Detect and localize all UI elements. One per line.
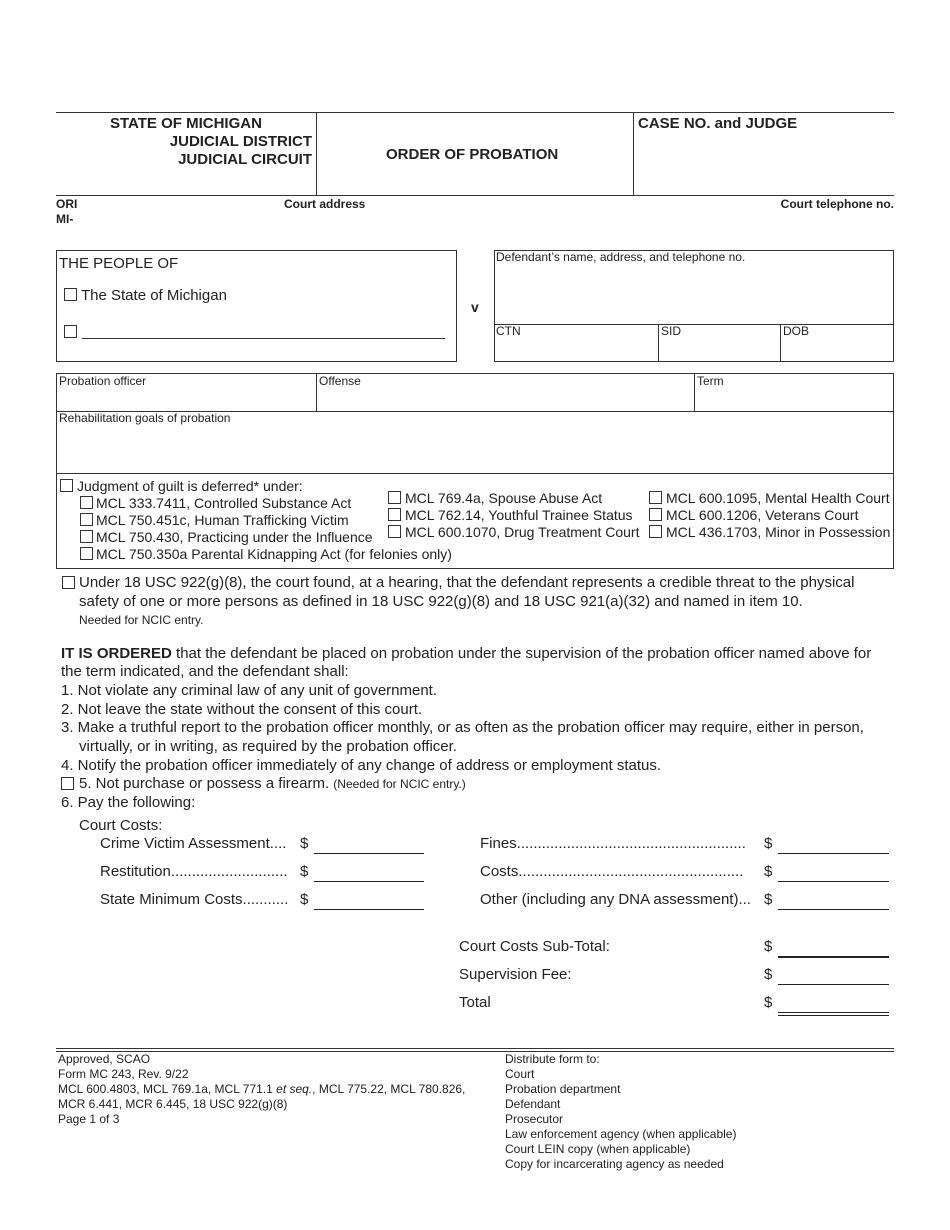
state-minimum-costs-label: State Minimum Costs........... [100, 891, 289, 908]
deferred-option-checkbox[interactable] [80, 530, 93, 543]
order-item-5 [79, 775, 466, 792]
distribute-item: Court [505, 1067, 535, 1081]
restitution-label: Restitution............................ [100, 863, 288, 880]
currency-symbol: $ [764, 835, 773, 852]
deferred-option-checkbox[interactable] [649, 508, 662, 521]
ori-label: ORI [56, 197, 78, 211]
page-number: Page 1 of 3 [58, 1112, 120, 1126]
ctn-label: CTN [496, 324, 521, 338]
order-item-3-cont: virtually, or in writing, as required by the probation officer. [79, 738, 457, 755]
form-title: ORDER OF PROBATION [386, 146, 559, 163]
offense-label: Offense [319, 374, 361, 388]
deferred-judgment-label: Judgment of guilt is deferred* under: [77, 478, 303, 494]
supervision-fee-label: Supervision Fee: [459, 966, 572, 983]
costs-field[interactable] [778, 881, 889, 882]
deferred-option-label: MCL 600.1070, Drug Treatment Court [405, 524, 640, 540]
deferred-option-label: MCL 436.1703, Minor in Possession [666, 524, 891, 540]
form-number: Form MC 243, Rev. 9/22 [58, 1067, 189, 1081]
subtotal-field[interactable] [778, 956, 889, 958]
credible-threat-checkbox[interactable] [62, 576, 75, 589]
rehabilitation-goals-label: Rehabilitation goals of probation [59, 411, 231, 425]
officer-offense-divider [316, 373, 317, 411]
deferred-option-label: MCL 600.1206, Veterans Court [666, 507, 859, 523]
court-costs-heading: Court Costs: [79, 817, 163, 834]
deferred-option-label: MCL 600.1095, Mental Health Court [666, 490, 890, 506]
ncic-note: Needed for NCIC entry. [79, 613, 204, 627]
footer-rule [56, 1051, 894, 1052]
state-name: STATE OF MICHIGAN [110, 115, 262, 132]
firearm-checkbox[interactable] [61, 777, 74, 790]
restitution-field[interactable] [314, 881, 424, 882]
distribute-item: Law enforcement agency (when applicable) [505, 1127, 737, 1141]
goals-row-divider [56, 473, 894, 474]
mcl-text: , MCL 775.22, MCL 780.826, [312, 1082, 466, 1096]
currency-symbol: $ [764, 994, 773, 1011]
order-item-2: 2. Not leave the state without the consent of this court. [61, 701, 423, 718]
deferred-option-label: MCL 750.451c, Human Trafficking Victim [96, 512, 349, 528]
deferred-option-checkbox[interactable] [80, 496, 93, 509]
mcl-references [58, 1082, 465, 1096]
other-plaintiff-field[interactable] [82, 338, 445, 339]
deferred-option-checkbox[interactable] [388, 491, 401, 504]
other-plaintiff-checkbox[interactable] [64, 325, 77, 338]
deferred-option-label: MCL 769.4a, Spouse Abuse Act [405, 490, 603, 506]
deferred-option-label: MCL 333.7411, Controlled Substance Act [96, 495, 352, 511]
currency-symbol: $ [764, 966, 773, 983]
court-address-label: Court address [284, 197, 366, 211]
state-of-michigan-label: The State of Michigan [81, 287, 227, 304]
deferred-option-label: MCL 750.350a Parental Kidnapping Act (for felonies only) [96, 546, 452, 562]
court-phone-label: Court telephone no. [780, 197, 894, 211]
case-no-label: CASE NO. and JUDGE [638, 115, 798, 132]
order-item-1: 1. Not violate any criminal law of any unit of government. [61, 682, 438, 699]
versus-label: v [471, 299, 479, 315]
order-item-6: 6. Pay the following: [61, 794, 196, 811]
currency-symbol: $ [300, 891, 309, 908]
distribute-item: Probation department [505, 1082, 621, 1096]
people-of-label: THE PEOPLE OF [59, 255, 179, 272]
total-double-rule [778, 1015, 889, 1016]
deferred-option-label: MCL 750.430, Practicing under the Influence [96, 529, 373, 545]
mcl-text: MCL 600.4803, MCL 769.1a, MCL 771.1 [58, 1082, 277, 1096]
order-paragraph [61, 645, 871, 662]
offense-term-divider [694, 373, 695, 411]
currency-symbol: $ [764, 938, 773, 955]
credible-threat-text: safety of one or more persons as defined in 18 USC 922(g)(8) and 18 USC 921(a)(32) and named in item 10. [79, 593, 803, 610]
mi-label: MI- [56, 212, 74, 226]
credible-threat-text: Under 18 USC 922(g)(8), the court found, at a hearing, that the defendant represents a credible threat to the physical [79, 574, 855, 591]
header-bottom-rule [56, 195, 894, 196]
judicial-district: JUDICIAL DISTRICT [169, 133, 312, 150]
total-label: Total [459, 994, 491, 1011]
state-minimum-costs-field[interactable] [314, 909, 424, 910]
deferred-option-checkbox[interactable] [649, 525, 662, 538]
approved-label: Approved, SCAO [58, 1052, 151, 1066]
header-divider [316, 112, 317, 196]
deferred-option-checkbox[interactable] [80, 547, 93, 560]
deferred-option-checkbox[interactable] [649, 491, 662, 504]
fines-field[interactable] [778, 853, 889, 854]
other-costs-field[interactable] [778, 909, 889, 910]
term-label: Term [697, 374, 724, 388]
order-item-5-text: 5. Not purchase or possess a firearm. [79, 775, 330, 792]
state-of-michigan-checkbox[interactable] [64, 288, 77, 301]
ctn-sid-divider [658, 324, 659, 362]
costs-label: Costs...................................................... [480, 863, 744, 880]
probation-officer-label: Probation officer [59, 374, 147, 388]
crime-victim-assessment-label: Crime Victim Assessment.... [100, 835, 287, 852]
currency-symbol: $ [300, 863, 309, 880]
order-item-3: 3. Make a truthful report to the probation officer monthly, or as often as the probation officer may require, either in person, [61, 719, 864, 736]
mcl-et-seq: et seq. [276, 1082, 313, 1096]
deferred-option-checkbox[interactable] [80, 513, 93, 526]
sid-label: SID [661, 324, 682, 338]
supervision-fee-field[interactable] [778, 984, 889, 985]
currency-symbol: $ [764, 863, 773, 880]
sid-dob-divider [780, 324, 781, 362]
crime-victim-assessment-field[interactable] [314, 853, 424, 854]
currency-symbol: $ [300, 835, 309, 852]
defendant-divider [494, 324, 894, 325]
deferred-judgment-checkbox[interactable] [60, 479, 73, 492]
total-field[interactable] [778, 1012, 889, 1013]
defendant-label: Defendant’s name, address, and telephone no. [496, 250, 746, 264]
fines-label: Fines....................................................... [480, 835, 746, 852]
order-item-4: 4. Notify the probation officer immediately of any change of address or employment status. [61, 757, 662, 774]
other-costs-label: Other (including any DNA assessment)... [480, 891, 751, 908]
order-item-5-note: (Needed for NCIC entry.) [333, 777, 466, 791]
order-text: the term indicated, and the defendant shall: [61, 663, 349, 680]
deferred-option-checkbox[interactable] [388, 525, 401, 538]
header-top-rule [56, 112, 894, 113]
dob-label: DOB [783, 324, 810, 338]
distribute-item: Prosecutor [505, 1112, 564, 1126]
footer-rule [56, 1048, 894, 1049]
deferred-option-label: MCL 762.14, Youthful Trainee Status [405, 507, 633, 523]
mcr-references: MCR 6.441, MCR 6.445, 18 USC 922(g)(8) [58, 1097, 288, 1111]
judicial-circuit: JUDICIAL CIRCUIT [178, 151, 312, 168]
deferred-option-checkbox[interactable] [388, 508, 401, 521]
it-is-ordered: IT IS ORDERED [61, 645, 172, 662]
order-text: that the defendant be placed on probation under the supervision of the probation officer named above for [171, 645, 872, 662]
currency-symbol: $ [764, 891, 773, 908]
distribute-item: Defendant [505, 1097, 561, 1111]
distribute-item: Court LEIN copy (when applicable) [505, 1142, 691, 1156]
subtotal-label: Court Costs Sub-Total: [459, 938, 610, 955]
defendant-box [494, 250, 894, 362]
distribute-heading: Distribute form to: [505, 1052, 600, 1066]
distribute-item: Copy for incarcerating agency as needed [505, 1157, 724, 1171]
header-divider [633, 112, 634, 196]
